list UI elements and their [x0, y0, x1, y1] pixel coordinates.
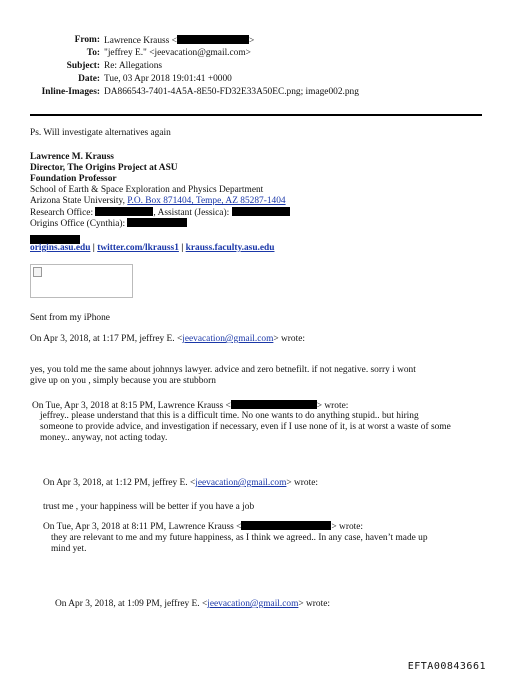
to-label: To:: [86, 48, 100, 58]
to-value: "jeffrey E." <jeevacation@gmail.com>: [104, 48, 251, 58]
date-value: Tue, 03 Apr 2018 19:01:41 +0000: [104, 74, 232, 84]
redaction-bar: [231, 400, 317, 409]
broken-image-placeholder: [30, 264, 133, 298]
email-link[interactable]: jeevacation@gmail.com: [195, 478, 287, 488]
signature-research-office: Research Office: , Assistant (Jessica):: [30, 207, 290, 219]
quote-header-4: On Tue, Apr 3, 2018 at 8:11 PM, Lawrence Krauss < > wrote:: [43, 522, 364, 532]
quote-header-5: On Apr 3, 2018, at 1:09 PM, jeffrey E. <jeevacation@gmail.com> wrote:: [55, 599, 330, 609]
from-value: Lawrence Krauss < >: [104, 36, 255, 46]
quote-2-line-3: money.. anyway, not acting today.: [40, 433, 168, 443]
signature-origins-office: Origins Office (Cynthia):: [30, 218, 187, 230]
inline-images-label: Inline-Images:: [41, 87, 100, 97]
ps-line: Ps. Will investigate alternatives again: [30, 128, 171, 138]
quote-2-line-1: jeffrey.. please understand that this is a difficult time. No one wants to do anything stupid.. but hiring: [40, 411, 419, 421]
quote-header-2: On Tue, Apr 3, 2018 at 8:15 PM, Lawrence Krauss < > wrote:: [32, 401, 349, 411]
quote-1-line-1: yes, you told me the same about johnnys lawyer. advice and zero betnefilt. if not negative. sorry i wont: [30, 365, 416, 375]
subject-value: Re: Allegations: [104, 61, 163, 71]
email-link[interactable]: jeevacation@gmail.com: [182, 334, 274, 344]
address-link[interactable]: P.O. Box 871404, Tempe, AZ 85287-1404: [127, 196, 286, 206]
redaction-bar: [232, 207, 290, 216]
link-faculty[interactable]: krauss.faculty.asu.edu: [185, 243, 275, 253]
signature-links: origins.asu.edu | twitter.com/lkrauss1 | krauss.faculty.asu.edu: [30, 243, 275, 253]
date-label: Date:: [78, 74, 100, 84]
quote-1-line-2: give up on you , simply because you are stubborn: [30, 376, 216, 386]
quote-header-3: On Apr 3, 2018, at 1:12 PM, jeffrey E. <jeevacation@gmail.com> wrote:: [43, 478, 318, 488]
signature-title-2: Foundation Professor: [30, 174, 117, 184]
quote-4-line-1: they are relevant to me and my future happiness, as I think we agreed.. In any case, haven’t made up: [51, 533, 428, 543]
redaction-bar: [241, 521, 331, 530]
quote-header-1: On Apr 3, 2018, at 1:17 PM, jeffrey E. <jeevacation@gmail.com> wrote:: [30, 334, 305, 344]
redaction-bar: [95, 207, 153, 216]
quote-3-line-1: trust me , your happiness will be better if you have a job: [43, 502, 255, 512]
link-origins[interactable]: origins.asu.edu: [30, 243, 91, 253]
signature-university: Arizona State University, P.O. Box 871404, Tempe, AZ 85287-1404: [30, 196, 286, 206]
subject-label: Subject:: [66, 61, 100, 71]
document-id: EFTA00843661: [407, 661, 486, 672]
signature-name: Lawrence M. Krauss: [30, 152, 114, 162]
signature-title: Director, The Origins Project at ASU: [30, 163, 178, 173]
inline-images-value: DA866543-7401-4A5A-8E50-FD32E33A50EC.png; image002.png: [104, 87, 359, 97]
from-label: From:: [74, 35, 100, 45]
link-twitter[interactable]: twitter.com/lkrauss1: [97, 243, 179, 253]
broken-image-icon: [33, 267, 42, 277]
redaction-bar: [177, 35, 249, 44]
email-link[interactable]: jeevacation@gmail.com: [207, 599, 299, 609]
signature-department: School of Earth & Space Exploration and Physics Department: [30, 185, 264, 195]
quote-2-line-2: someone to provide advice, and investigation if necessary, even if I use none of it, is at worst a waste of some: [40, 422, 451, 432]
quote-4-line-2: mind yet.: [51, 544, 87, 554]
redaction-bar: [127, 218, 187, 227]
header-divider: [30, 114, 482, 116]
sent-from-line: Sent from my iPhone: [30, 313, 110, 323]
